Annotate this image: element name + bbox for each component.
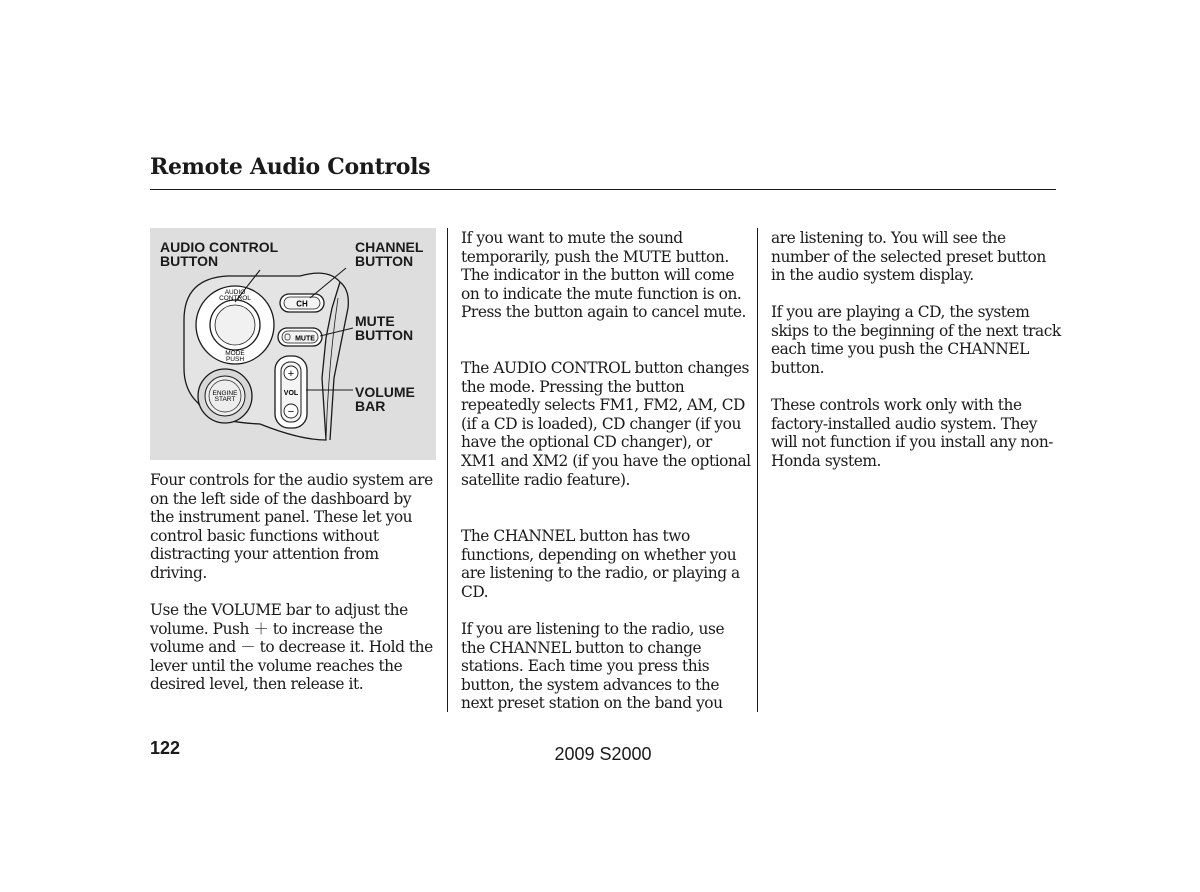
- svg-text:ENGINE: ENGINE: [212, 390, 238, 397]
- mute-paragraph: If you want to mute the sound temporarily, push the MUTE button. The indicator in the button will come on to indicate the mute function is on. Press the button again to cancel mute.: [461, 229, 746, 322]
- svg-text:MODE: MODE: [225, 350, 245, 357]
- column-divider: [757, 228, 758, 712]
- channel-label: CHANNEL BUTTON: [355, 239, 424, 269]
- svg-text:CONTROL: CONTROL: [219, 295, 251, 302]
- svg-text:START: START: [214, 396, 236, 403]
- svg-text:−: −: [287, 406, 295, 418]
- model-footer: 2009 S2000: [554, 744, 652, 764]
- mute-button: [278, 328, 322, 346]
- svg-text:MUTE: MUTE: [295, 335, 315, 343]
- controls-illustration: [150, 228, 436, 460]
- preset-paragraph: are listening to. You will see the number of the selected preset button in the audio system display.: [771, 229, 1046, 285]
- intro-paragraph: Four controls for the audio system are on the left side of the dashboard by the instrument panel. These let you control basic functions without distracting your attention from driving.: [150, 471, 433, 582]
- svg-text:+: +: [287, 368, 295, 380]
- radio-paragraph: If you are listening to the radio, use the CHANNEL button to change stations. Each time you press this button, the system advances to the next preset station on the band you: [461, 620, 725, 713]
- svg-text:AUDIO: AUDIO: [224, 289, 246, 296]
- engine-start-button: [198, 369, 252, 423]
- channel-button: [280, 294, 324, 312]
- cd-paragraph: If you are playing a CD, the system skips to the beginning of the next track each time you push the CHANNEL button.: [771, 303, 1061, 377]
- audio-control-label: AUDIO CONTROL BUTTON: [160, 239, 279, 269]
- svg-text:VOL: VOL: [283, 390, 299, 397]
- volume-bar: [275, 356, 307, 428]
- page-title: Remote Audio Controls: [150, 154, 431, 180]
- mute-label: MUTE BUTTON: [355, 313, 414, 343]
- page-number: 122: [150, 738, 181, 758]
- channel-paragraph: The CHANNEL button has two functions, depending on whether you are listening to the radio, or playing a CD.: [461, 527, 740, 601]
- factory-paragraph: These controls work only with the factory-installed audio system. They will not function if you install any non-Honda system.: [771, 396, 1054, 470]
- audio-control-paragraph: The AUDIO CONTROL button changes the mode. Pressing the button repeatedly selects FM1, FM2, AM, CD (if a CD is loaded), CD changer (if you have the optional CD changer), or XM1 and XM2 (if you have the optional satellite radio feature).: [461, 359, 751, 489]
- volume-paragraph: Use the VOLUME bar to adjust the volume. Push ＋ to increase the volume and － to decrease it. Hold the lever until the volume reaches the desired level, then release it.: [150, 601, 433, 694]
- svg-text:PUSH: PUSH: [225, 356, 245, 363]
- column-divider: [447, 228, 448, 712]
- svg-text:CH: CH: [296, 299, 308, 309]
- title-divider: [150, 189, 1056, 190]
- volume-label: VOLUME BAR: [355, 384, 415, 414]
